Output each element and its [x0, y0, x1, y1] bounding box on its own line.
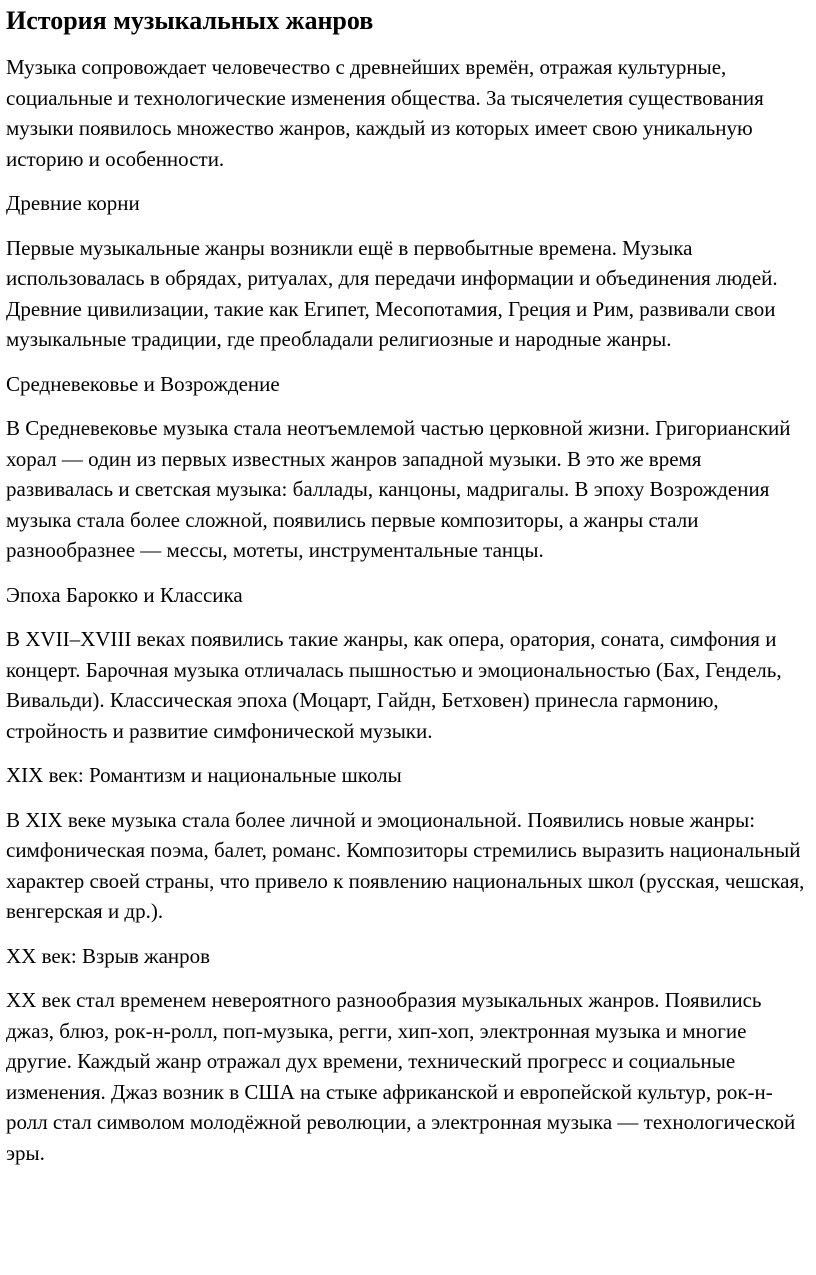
section-text-ancient: Первые музыкальные жанры возникли ещё в первобытные времена. Музыка использовалась в обрядах, ритуалах, для передачи информации и объединения людей. Древние цивилизации, такие как Египет, Месопотамия, Греция и Рим, развивали свои музыкальные традиции, где преобладали религиозные и народные жанры.	[6, 235, 778, 351]
section-heading-baroque: Эпоха Барокко и Классика	[6, 582, 243, 607]
section-heading-ancient: Древние корни	[6, 191, 140, 215]
section-heading-20th-century: XX век: Взрыв жанров	[6, 943, 211, 968]
section-text-medieval: В Средневековье музыка стала неотъемлемой частью церковной жизни. Григорианский хорал — один из первых известных жанров западной музыки. В это же время развивалась и светская музыка: баллады, канцоны, мадригалы. В эпоху Возрождения музыка стала более сложной, появились первые композиторы, а жанры стали разнообразнее — мессы, мотеты, инструментальные танцы.	[6, 416, 791, 562]
section-heading-medieval: Средневековье и Возрождение	[6, 371, 280, 396]
document-title: История музыкальных жанров	[6, 6, 374, 35]
section-text-20th-century: XX век стал временем невероятного разнообразия музыкальных жанров. Появились джаз, блюз, рок-н-ролл, поп-музыка, регги, хип-хоп, электронная музыка и многие другие. Каждый жанр отражал дух времени, технический прогресс и социальные изменения. Джаз возник в США на стыке африканской и европейской культур, рок-н-ролл стал символом молодёжной революции, а электронная музыка — технологической эры.	[6, 988, 796, 1165]
section-text-19th-century: В XIX веке музыка стала более личной и эмоциональной. Появились новые жанры: симфоническая поэма, балет, романс. Композиторы стремились выразить национальный характер своей страны, что привело к появлению национальных школ (русская, чешская, венгерская и др.).	[6, 807, 805, 923]
intro-paragraph: Музыка сопровождает человечество с древнейших времён, отражая культурные, социальные и технологические изменения общества. За тысячелетия существования музыки появилось множество жанров, каждый из которых имеет свою уникальную историю и особенности.	[6, 55, 764, 171]
document-page	[0, 6, 816, 1168]
section-heading-19th-century: XIX век: Романтизм и национальные школы	[6, 763, 402, 787]
section-text-baroque: В XVII–XVIII веках появились такие жанры, как опера, оратория, соната, симфония и концерт. Барочная музыка отличалась пышностью и эмоциональностью (Бах, Гендель, Вивальди). Классическая эпоха (Моцарт, Гайдн, Бетховен) принесла гармонию, стройность и развитие симфонической музыки.	[6, 627, 782, 743]
